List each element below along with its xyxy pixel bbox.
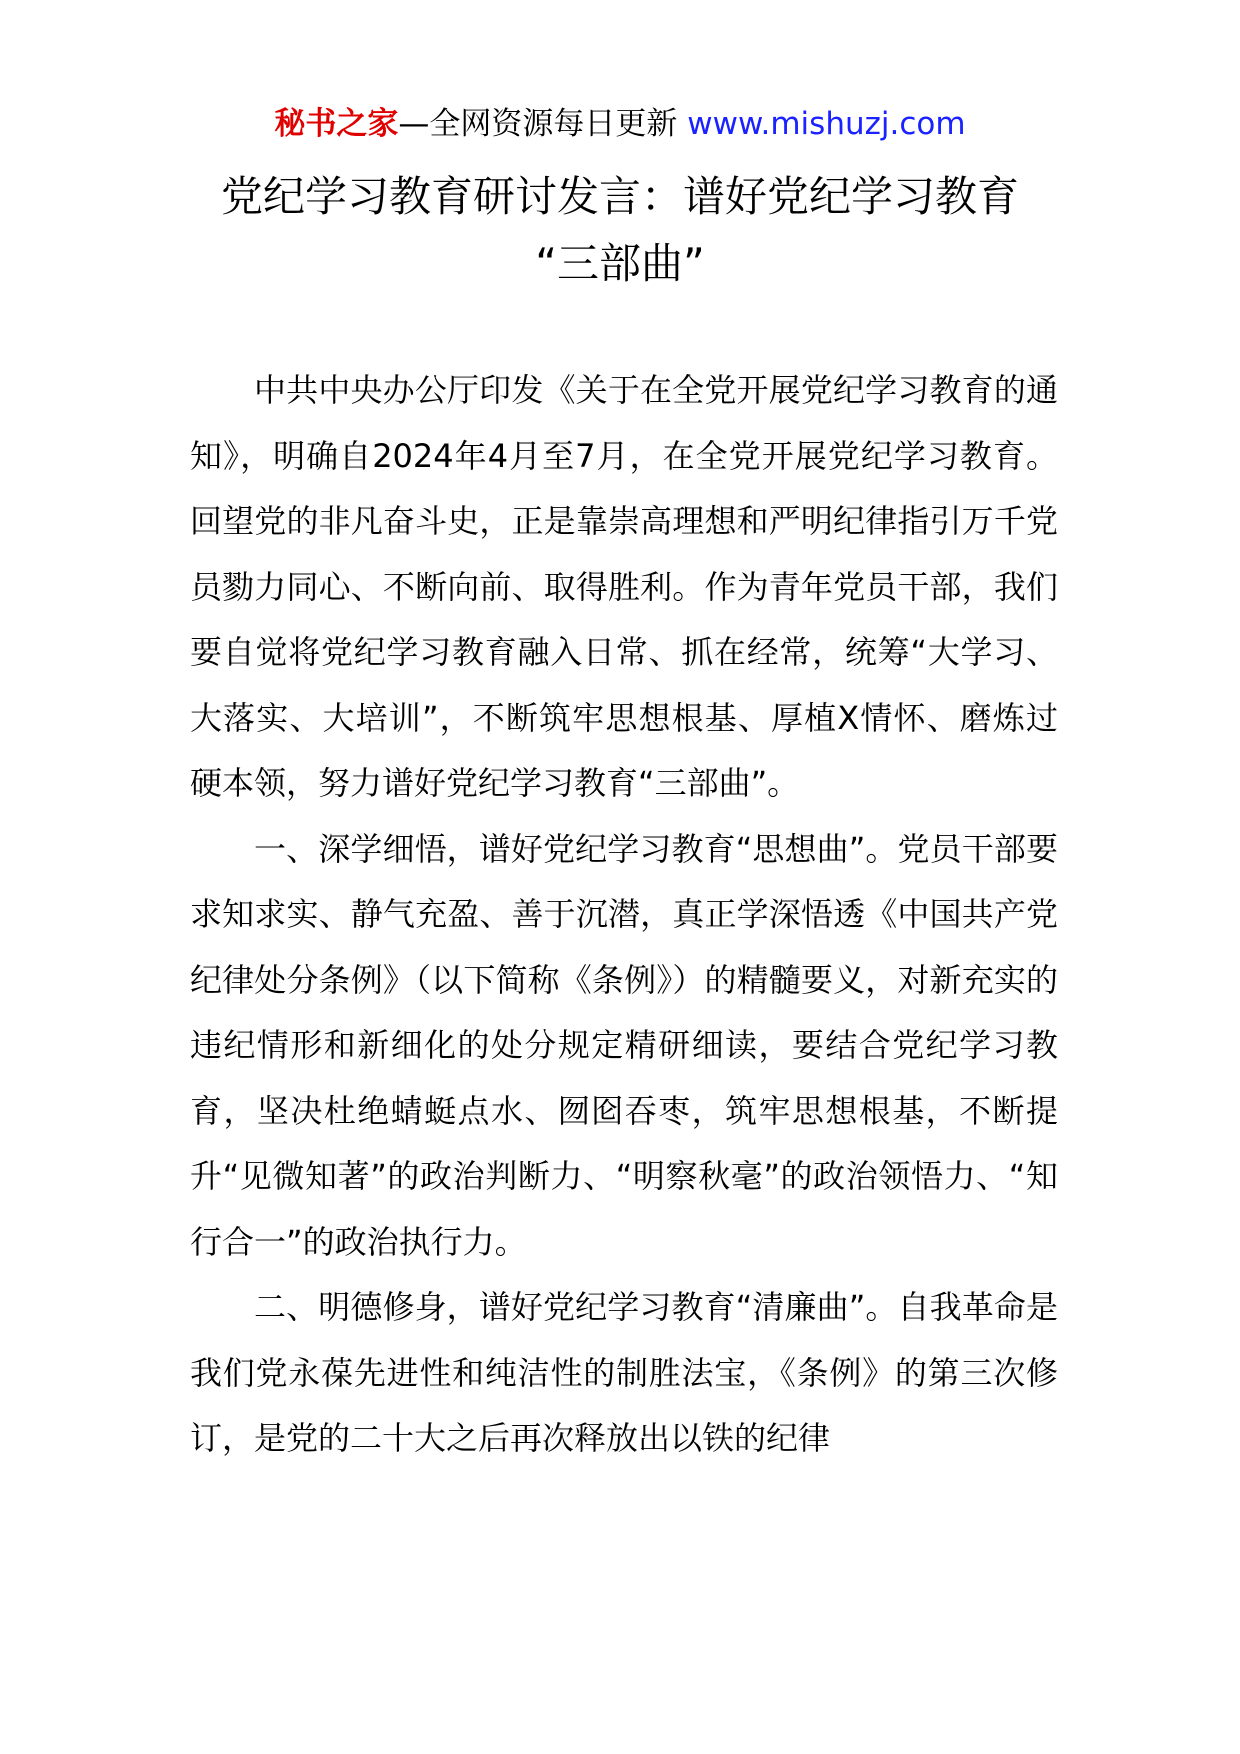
site-url-link[interactable]: www.mishuzj.com bbox=[687, 106, 966, 142]
site-banner bbox=[0, 98, 1240, 150]
title-line-1: 党纪学习教育研讨发言：谱好党纪学习教育 bbox=[220, 172, 1019, 221]
brand-name: 秘书之家 bbox=[274, 106, 399, 142]
title-line-2: “三部曲” bbox=[535, 239, 705, 288]
paragraph-section-2: 二、明德修身，谱好党纪学习教育“清廉曲”。自我革命是我们党永葆先进性和纯洁性的制胜法宝，《条例》的第三次修订，是党的二十大之后再次释放出以铁的纪律 bbox=[190, 1288, 1058, 1457]
document-body bbox=[190, 358, 1058, 1472]
paragraph-intro: 中共中央办公厅印发《关于在全党开展党纪学习教育的通知》，明确自2024年4月至7月，在全党开展党纪学习教育。回望党的非凡奋斗史，正是靠崇高理想和严明纪律指引万千党员勠力同心、不断向前、取得胜利。作为青年党员干部，我们要自觉将党纪学习教育融入日常、抓在经常，统筹“大学习、大落实、大培训”，不断筑牢思想根基、厚植X情怀、磨炼过硬本领，努力谱好党纪学习教育“三部曲”。 bbox=[190, 371, 1058, 802]
document-title bbox=[150, 163, 1090, 297]
banner-tagline: —全网资源每日更新 bbox=[398, 106, 678, 142]
paragraph-section-1: 一、深学细悟，谱好党纪学习教育“思想曲”。党员干部要求知求实、静气充盈、善于沉潜，真正学深悟透《中国共产党纪律处分条例》（以下简称《条例》）的精髓要义，对新充实的违纪情形和新细化的处分规定精研细读，要结合党纪学习教育，坚决杜绝蜻蜓点水、囫囵吞枣，筑牢思想根基，不断提升“见微知著”的政治判断力、“明察秋毫”的政治领悟力、“知行合一”的政治执行力。 bbox=[190, 829, 1058, 1261]
